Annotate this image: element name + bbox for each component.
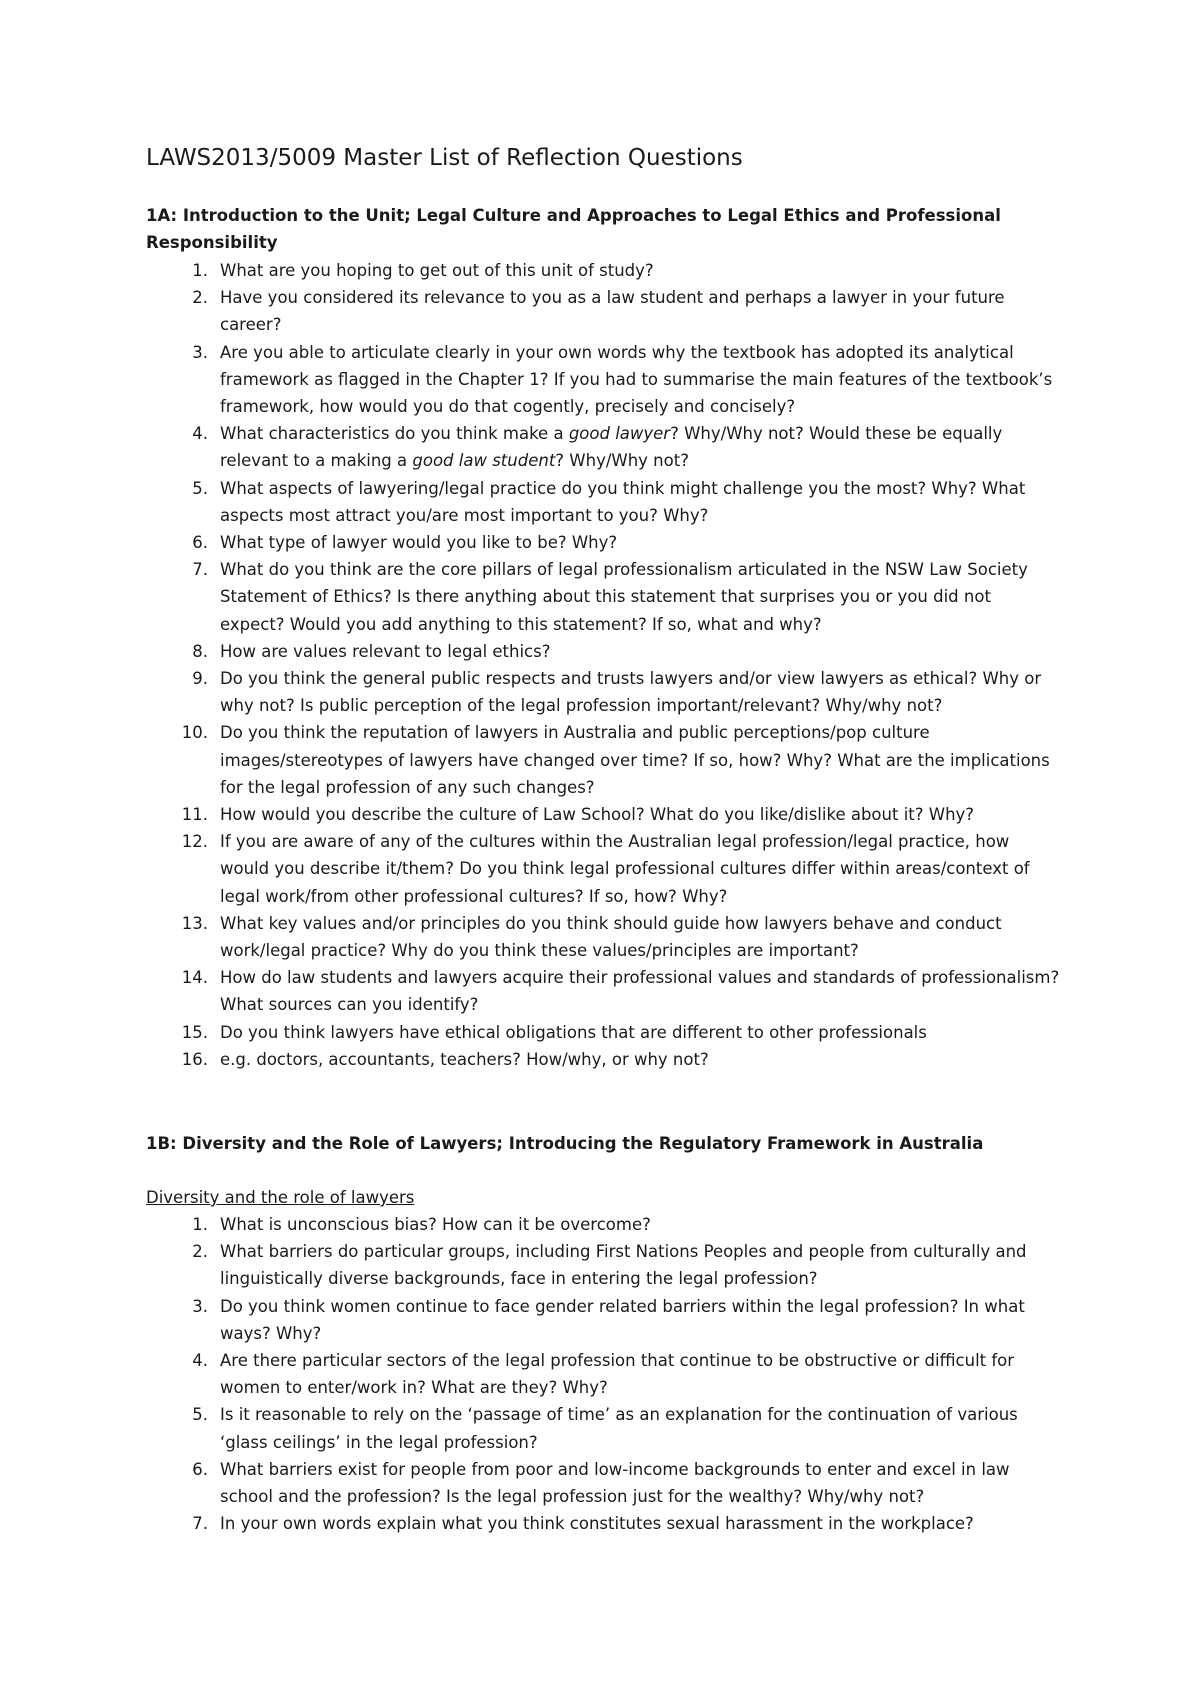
section-1a-question-list <box>0 257 1200 1073</box>
list-item-text: e.g. doctors, accountants, teachers? How/why, or why not? <box>220 1049 709 1069</box>
list-item-text-part: What characteristics do you think make a <box>220 424 569 444</box>
list-item-number: 8. <box>192 641 208 661</box>
section-1b-subheading: Diversity and the role of lawyers <box>146 1188 415 1207</box>
list-item <box>0 964 1060 1018</box>
list-item <box>0 1401 1060 1455</box>
list-item-text: How do law students and lawyers acquire their professional values and standards of professionalism? What sources can you identify? <box>220 968 1060 1015</box>
list-item-text: How would you describe the culture of Law School? What do you like/dislike about it? Why? <box>220 805 975 825</box>
list-item-text: In your own words explain what you think constitutes sexual harassment in the workplace? <box>220 1514 974 1534</box>
list-item-number: 9. <box>192 669 208 689</box>
list-item-text: What do you think are the core pillars of legal professionalism articulated in the NSW Law Society Statement of Ethics? Is there anything about this statement that surprises you or you did not expect? Would you add anything to this statement? If so, what and why? <box>220 560 1028 634</box>
list-item-number: 3. <box>192 342 208 362</box>
list-item-number: 10. <box>181 723 208 743</box>
list-item <box>0 1238 1060 1292</box>
section-1b-heading: 1B: Diversity and the Role of Lawyers; Introducing the Regulatory Framework in Australia <box>146 1134 984 1153</box>
list-item-text: Do you think lawyers have ethical obligations that are different to other professionals <box>220 1022 927 1042</box>
list-item-text: Do you think women continue to face gender related barriers within the legal profession? In what ways? Why? <box>220 1296 1025 1343</box>
list-item <box>0 475 1060 529</box>
list-item-number: 11. <box>181 805 208 825</box>
list-item-number: 16. <box>181 1049 208 1069</box>
list-item-text: What are you hoping to get out of this unit of study? <box>220 261 654 280</box>
list-item <box>0 257 1060 284</box>
list-item <box>0 910 1060 964</box>
list-item-number: 5. <box>192 478 208 498</box>
list-item-text: Are there particular sectors of the legal profession that continue to be obstructive or difficult for women to enter/work in? What are they? Why? <box>220 1351 1015 1398</box>
list-item-text-part: ? Why/Why not? Would these be equally relevant to a making a <box>220 424 1003 471</box>
list-item <box>0 1510 1060 1537</box>
list-item <box>0 719 1060 801</box>
list-item <box>0 1211 1060 1238</box>
list-item <box>0 1293 1060 1347</box>
list-item-text: Are you able to articulate clearly in your own words why the textbook has adopted its analytical framework as flagged in the Chapter 1? If you had to summarise the main features of the textbook’s framework, how would you do that cogently, precisely and concisely? <box>220 342 1053 417</box>
list-item-number: 13. <box>181 913 208 933</box>
list-item-number: 3. <box>192 1296 208 1316</box>
list-item-text: What is unconscious bias? How can it be overcome? <box>220 1215 651 1234</box>
list-item-number: 7. <box>192 1514 208 1534</box>
list-item <box>0 284 1060 338</box>
list-item-number: 1. <box>192 261 208 280</box>
list-item <box>0 1456 1060 1510</box>
list-item-number: 2. <box>192 1242 208 1262</box>
emphasis-good-law-student: good law student <box>412 451 556 471</box>
emphasis-good-lawyer: good lawyer <box>568 424 671 444</box>
list-item <box>0 665 1060 719</box>
list-item-number: 6. <box>192 1459 208 1479</box>
list-item-text: What type of lawyer would you like to be? Why? <box>220 533 618 553</box>
list-item-number: 2. <box>192 288 208 308</box>
list-item-number: 12. <box>181 832 208 852</box>
list-item-text: If you are aware of any of the cultures within the Australian legal profession/legal practice, how would you describe it/them? Do you think legal professional cultures differ within areas/context of legal work/from other professional cultures? If so, how? Why? <box>220 832 1030 906</box>
list-item-number: 15. <box>181 1022 208 1042</box>
list-item-text: What barriers exist for people from poor and low-income backgrounds to enter and excel in law school and the profession? Is the legal profession just for the wealthy? Why/why not? <box>220 1459 1010 1507</box>
list-item <box>0 420 1060 474</box>
list-item <box>0 801 1060 828</box>
list-item-text-part: ? Why/Why not? <box>555 451 689 471</box>
list-item-number: 7. <box>192 560 208 580</box>
section-1a-heading: 1A: Introduction to the Unit; Legal Culture and Approaches to Legal Ethics and Professional Responsibility <box>146 206 1001 252</box>
list-item <box>0 828 1060 910</box>
list-item-number: 5. <box>192 1405 208 1425</box>
list-item-text: What aspects of lawyering/legal practice do you think might challenge you the most? Why? What aspects most attract you/are most important to you? Why? <box>220 478 1026 525</box>
list-item-number: 14. <box>181 968 208 988</box>
list-item-number: 1. <box>192 1215 208 1234</box>
list-item-text: What barriers do particular groups, including First Nations Peoples and people from culturally and linguistically diverse backgrounds, face in entering the legal profession? <box>220 1242 1027 1289</box>
list-item-text: Do you think the general public respects and trusts lawyers and/or view lawyers as ethical? Why or why not? Is public perception of the legal profession important/relevant? Why/why not? <box>220 669 1042 716</box>
list-item <box>0 638 1060 665</box>
document-title: LAWS2013/5009 Master List of Reflection Questions <box>146 145 743 171</box>
list-item <box>0 556 1060 638</box>
list-item-text: What key values and/or principles do you think should guide how lawyers behave and conduct work/legal practice? Why do you think these values/principles are important? <box>220 913 1002 961</box>
section-1b-question-list <box>0 1211 1200 1537</box>
list-item <box>0 529 1060 556</box>
list-item-text: How are values relevant to legal ethics? <box>220 641 551 661</box>
list-item-text: Do you think the reputation of lawyers in Australia and public perceptions/pop culture images/stereotypes of lawyers have changed over time? If so, how? Why? What are the implications for the legal profession of any such changes? <box>220 723 1050 797</box>
list-item-number: 4. <box>192 424 208 444</box>
list-item <box>0 339 1060 421</box>
list-item-number: 6. <box>192 533 208 553</box>
list-item <box>0 1019 1060 1046</box>
list-item-number: 4. <box>192 1351 208 1371</box>
list-item-text: Have you considered its relevance to you as a law student and perhaps a lawyer in your future career? <box>220 288 1005 335</box>
list-item <box>0 1046 1060 1073</box>
list-item-text: Is it reasonable to rely on the ‘passage of time’ as an explanation for the continuation of various ‘glass ceilings’ in the legal profession? <box>220 1405 1018 1452</box>
list-item <box>0 1347 1060 1401</box>
